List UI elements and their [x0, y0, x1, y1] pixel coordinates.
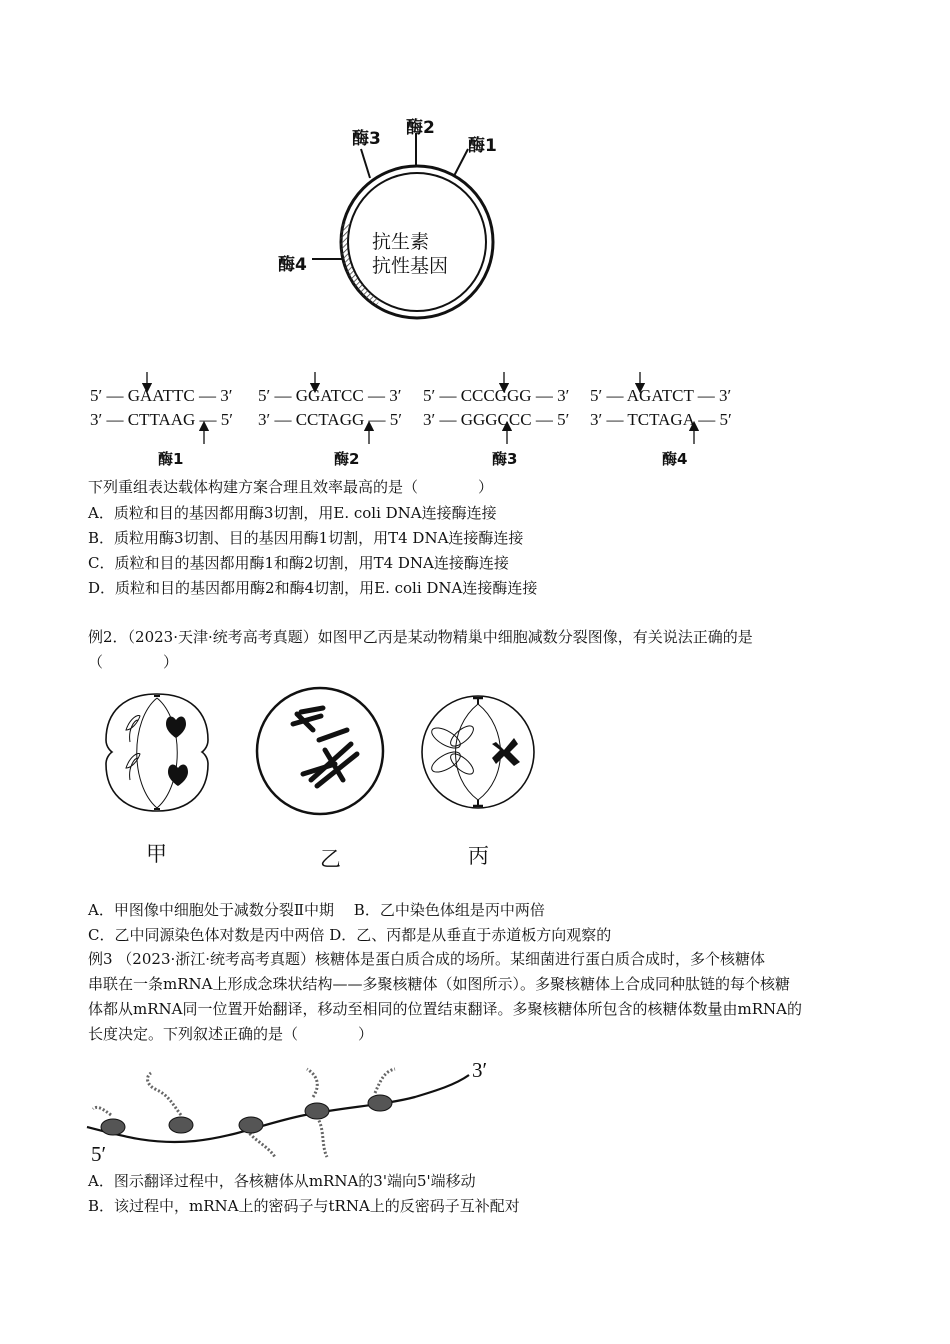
cell-bing-caption: 丙 — [468, 844, 489, 868]
seq4-bottom-strand: 3′ — TCTAGA — 5′ — [590, 410, 732, 429]
plasmid-enzyme4-label: 酶4 — [278, 255, 307, 275]
q1-option-a: A．质粒和目的基因都用酶3切割，用E. coli DNA连接酶连接 — [88, 504, 497, 522]
enzyme3-site-line — [361, 149, 370, 178]
q1-option-c: C．质粒和目的基因都用酶1和酶2切割，用T4 DNA连接酶连接 — [88, 554, 509, 572]
seq3-top-strand: 5′ — CCCGGG — 3′ — [423, 386, 570, 405]
plasmid-enzyme3-label: 酶3 — [352, 129, 381, 149]
seq1-bottom-strand: 3′ — CTTAAG — 5′ — [90, 410, 234, 429]
mrna-5prime-label: 5′ — [91, 1142, 107, 1166]
q2-options-row1: A．甲图像中细胞处于减数分裂Ⅱ中期 B．乙中染色体组是丙中两倍 — [88, 901, 545, 919]
seq2-top-strand: 5′ — GGATCC — 3′ — [258, 386, 402, 405]
seq4-top-strand: 5′ — AGATCT — 3′ — [590, 386, 732, 405]
mrna-3prime-label: 3′ — [472, 1058, 488, 1082]
q1-stem: 下列重组表达载体构建方案合理且效率最高的是（ ） — [88, 478, 494, 496]
cell-bing-diagram — [418, 688, 538, 816]
mrna-strand — [87, 1075, 469, 1142]
resistance-gene-label — [372, 230, 448, 278]
q2-stem-line2: （ ） — [88, 653, 179, 671]
resistance-gene-label-line1: 抗生素 — [372, 231, 430, 253]
seq2-enzyme-label: 酶2 — [334, 450, 360, 468]
cell-yi-caption: 乙 — [320, 847, 341, 871]
q2-stem-line1: 例2．（2023·天津·统考高考真题）如图甲乙丙是某动物精巢中细胞减数分裂图像，有关说法正确的是 — [88, 628, 753, 646]
q1-option-b: B．质粒用酶3切割、目的基因用酶1切割，用T4 DNA连接酶连接 — [88, 529, 524, 547]
plasmid-enzyme2-label: 酶2 — [406, 118, 435, 138]
q3-stem-line2: 串联在一条mRNA上形成念珠状结构——多聚核糖体（如图所示）。多聚核糖体上合成同种肽链的每个核糖 — [88, 975, 790, 993]
q3-option-a: A．图示翻译过程中，各核糖体从mRNA的3'端向5'端移动 — [88, 1172, 476, 1190]
cut-site-arrows — [0, 368, 950, 448]
seq1-enzyme-label: 酶1 — [158, 450, 184, 468]
q2-options-row2: C．乙中同源染色体对数是丙中两倍 D．乙、丙都是从垂直于赤道板方向观察的 — [88, 926, 612, 944]
q1-option-d: D．质粒和目的基因都用酶2和酶4切割，用E. coli DNA连接酶连接 — [88, 579, 538, 597]
q3-stem-line3: 体都从mRNA同一位置开始翻译，移动至相同的位置结束翻译。多聚核糖体所包含的核糖体数量由mRNA的 — [88, 1000, 802, 1018]
seq2-bottom-strand: 3′ — CCTAGG — 5′ — [258, 410, 402, 429]
seq1-top-strand: 5′ — GAATTC — 3′ — [90, 386, 233, 405]
plasmid-enzyme1-label: 酶1 — [468, 136, 497, 156]
cell-jia-caption: 甲 — [146, 842, 167, 866]
cell-yi-diagram — [253, 684, 388, 819]
q3-stem-line1: 例3 （2023·浙江·统考高考真题）核糖体是蛋白质合成的场所。某细菌进行蛋白质合成时，多个核糖体 — [88, 950, 766, 968]
polyribosome-diagram — [85, 1065, 505, 1165]
seq3-enzyme-label: 酶3 — [492, 450, 518, 468]
q3-option-b: B．该过程中，mRNA上的密码子与tRNA上的反密码子互补配对 — [88, 1197, 520, 1215]
seq3-bottom-strand: 3′ — GGGCCC — 5′ — [423, 410, 570, 429]
seq4-enzyme-label: 酶4 — [662, 450, 688, 468]
enzyme1-site-line — [454, 149, 468, 176]
cell-jia-diagram — [100, 690, 215, 815]
resistance-gene-label-line2: 抗性基因 — [372, 255, 449, 277]
q3-stem-line4: 长度决定。下列叙述正确的是（ ） — [88, 1025, 374, 1043]
